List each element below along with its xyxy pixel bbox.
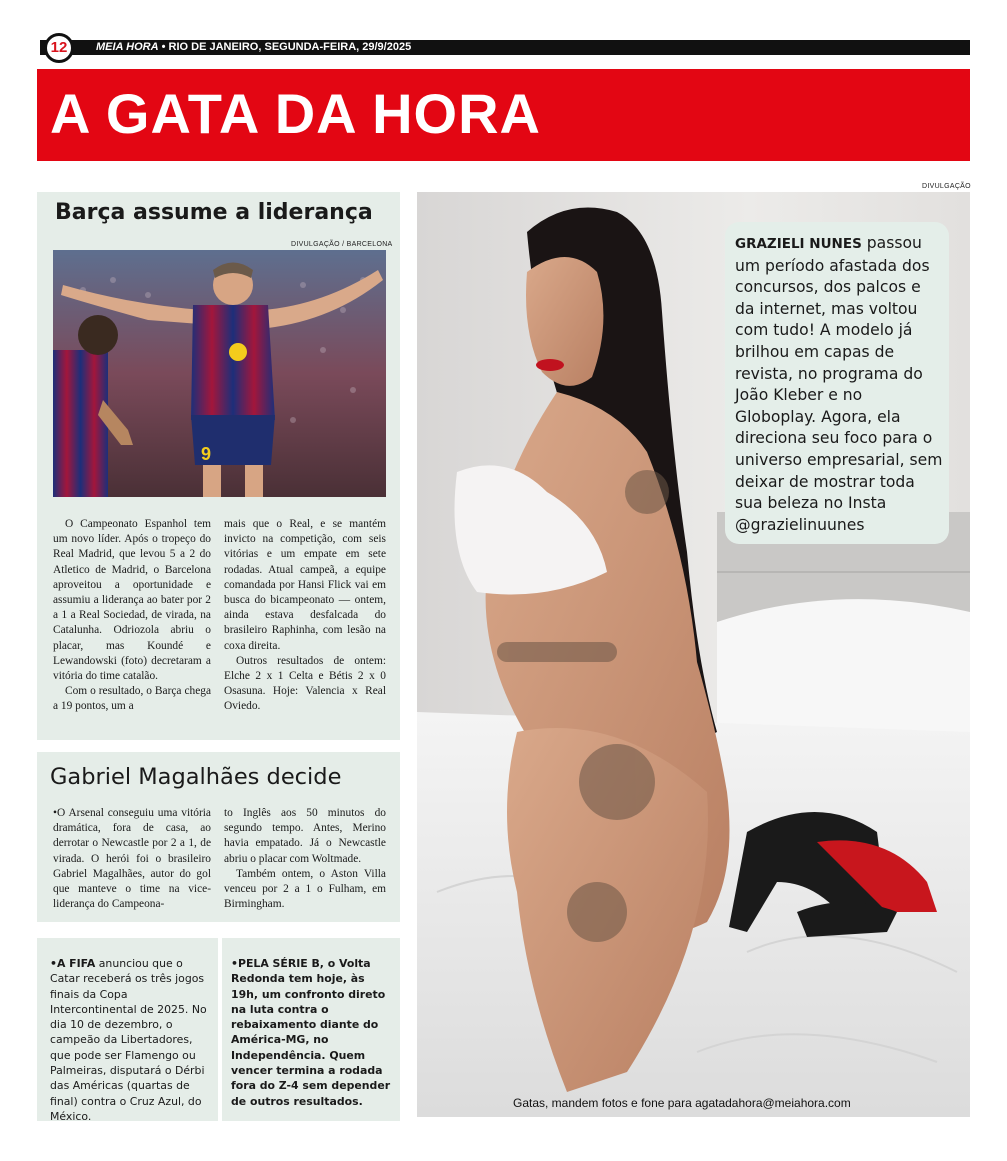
brand-name: MEIA HORA <box>96 41 159 53</box>
barca-headline: Barça assume a liderança <box>55 200 373 225</box>
serieb-note <box>231 956 393 1109</box>
gabriel-paragraph: Também ontem, o Aston Villa venceu por 2 a 1 o Fulham, em Birmingham. <box>224 867 386 911</box>
gabriel-paragraph: •O Arsenal conseguiu uma vitória dramática, fora de casa, ao derrotar o Newcastle por 2 a 1, de virada. O herói foi o brasileiro Gabriel Magalhães, autor do gol que manteve o time na vice-liderança do Campeona- <box>53 807 211 911</box>
fifa-note <box>50 956 212 1124</box>
gabriel-paragraph: to Inglês aos 50 minutos do segundo tempo. Antes, Merino havia empatado. Já o Newcastle abriu o placar com Woltmade. <box>224 807 386 865</box>
barca-paragraph: Com o resultado, o Barça chega a 19 pontos, um a <box>53 685 211 713</box>
barca-paragraph: Outros resultados de ontem: Elche 2 x 1 Celta e Bétis 2 x 0 Osasuna. Hoje: Valencia x Real Oviedo. <box>224 654 386 713</box>
fifa-note-lead: •A FIFA <box>50 957 96 970</box>
submission-caption: Gatas, mandem fotos e fone para agatadahora@meiahora.com <box>513 1096 851 1110</box>
main-photo-credit: DIVULGAÇÃO <box>922 183 971 190</box>
gabriel-column-1 <box>53 806 211 912</box>
fifa-note-text: anunciou que o Catar receberá os três jogos finais da Copa Intercontinental de 2025. No dia 10 de dezembro, o campeão da Libertadores, que pode ser Flamengo ou Palmeiras, disputará o Dérbi das Américas (quartas de final) contra o Cruz Azul, do México. <box>50 957 207 1123</box>
model-info-text <box>735 233 945 536</box>
lewandowski-celebration-image <box>53 250 386 497</box>
section-title: A GATA DA HORA <box>50 82 541 145</box>
gabriel-column-2 <box>224 806 386 912</box>
barca-photo-credit: DIVULGAÇÃO / BARCELONA <box>291 241 393 248</box>
svg-text:9: 9 <box>201 444 212 464</box>
model-name: GRAZIELI NUNES <box>735 236 862 252</box>
serieb-note-lead: •PELA SÉRIE B, <box>231 957 324 970</box>
barca-column-2 <box>224 517 386 715</box>
page-number: 12 <box>44 33 74 63</box>
barca-paragraph: O Campeonato Espanhol tem um novo líder. Após o tropeço do Real Madrid, que levou 5 a 2 do Atletico de Madrid, o Barcelona aproveitou a oportunidade e assumiu a liderança ao bater por 2 a 1 a Real Sociedad, de virada, na Catalunha. Odriozola abriu o placar, mas Koundé e Lewandowski (foto) decretaram a vitória do time catalão. <box>53 518 211 683</box>
barca-column-1 <box>53 517 211 715</box>
dateline <box>96 40 411 55</box>
barca-photo <box>53 250 386 497</box>
gabriel-headline: Gabriel Magalhães decide <box>50 764 342 790</box>
serieb-note-text: o Volta Redonda tem hoje, às 19h, um confronto direto na luta contra o rebaixamento diante do América-MG, no Independência. Quem vencer termina a rodada fora do Z-4 sem depender de outros resultados. <box>231 957 391 1108</box>
model-description: passou um período afastada dos concursos, dos palcos e da internet, mas voltou com tudo! A modelo já brilhou em capas de revista, no programa do João Kleber e no Globoplay. Agora, ela direciona seu foco para o universo empresarial, sem deixar de mostrar toda sua beleza no Insta @grazielinuunes <box>735 234 943 534</box>
dateline-text: • RIO DE JANEIRO, SEGUNDA-FEIRA, 29/9/2025 <box>161 41 412 53</box>
barca-paragraph: mais que o Real, e se mantém invicto na competição, com seis vitórias e um empate em sete rodadas. Atual campeã, a equipe comandada por Hansi Flick vai em busca do bicampeonato — ontem, ainda estava desfalcada do brasileiro Raphinha, com lesão na coxa direita. <box>224 518 386 652</box>
